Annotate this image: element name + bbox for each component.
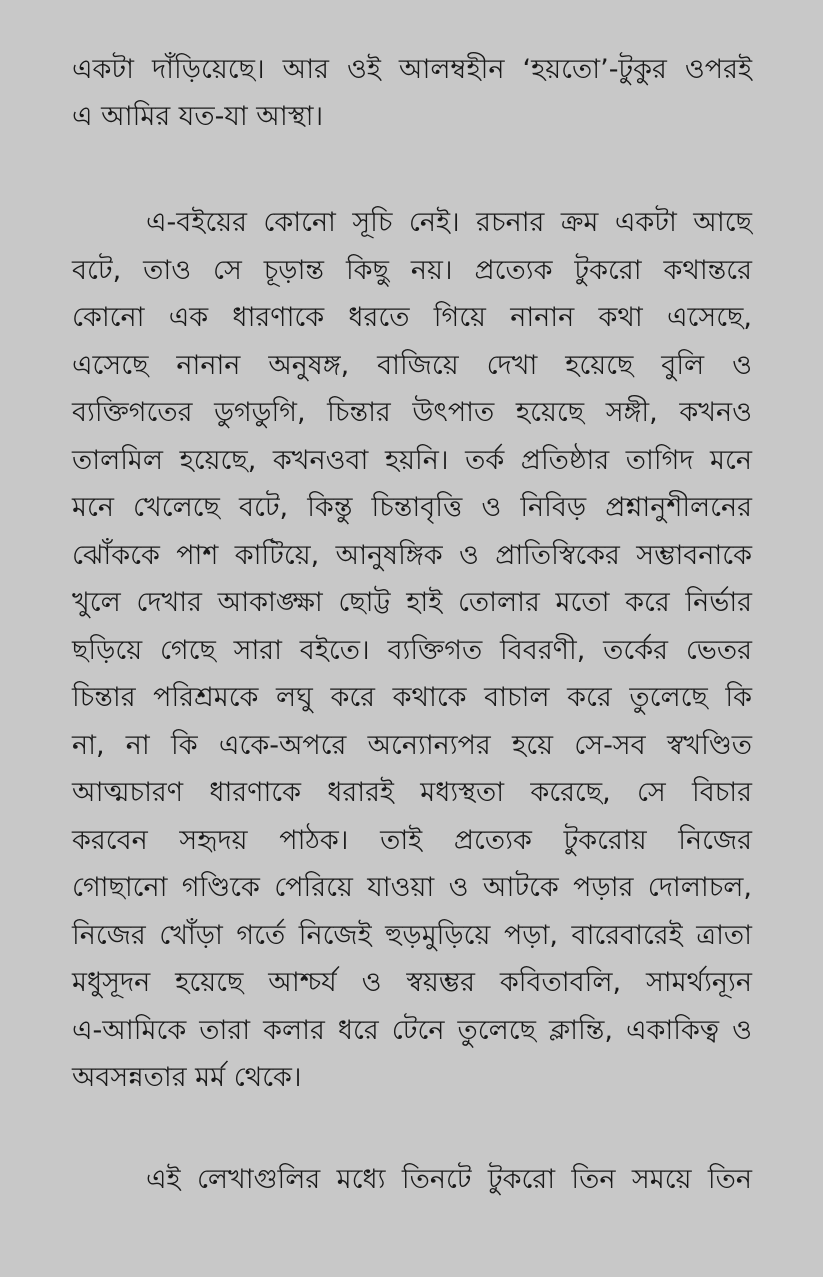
text-line: এ আমির যত-যা আস্থা। [72,101,324,132]
text-line: করবেন সহৃদয় পাঠক। তাই প্রত্যেক টুকরোয় নিজের [72,825,752,856]
text-line: ছড়িয়ে গেছে সারা বইতে। ব্যক্তিগত বিবরণী, তর্কের ভেতর [72,635,752,666]
text-line: মনে খেলেছে বটে, কিন্তু চিন্তাবৃত্তি ও নিবিড় প্রশ্নানুশীলনের [72,492,752,523]
text-line: এই লেখাগুলির মধ্যে তিনটে টুকরো তিন সময়ে তিন [146,1164,752,1195]
text-line: না, না কি একে-অপরে অন্যোন্যপর হয়ে সে-সব স্বখণ্ডিত [72,730,752,761]
text-line: এ-আমিকে তারা কলার ধরে টেনে তুলেছে ক্লান্তি, একাকিত্ব ও [72,1015,752,1046]
text-line: খুলে দেখার আকাঙ্ক্ষা ছোট্ট হাই তোলার মতো করে নির্ভার [72,587,752,618]
text-line: তালমিল হয়েছে, কখনওবা হয়নি। তর্ক প্রতিষ্ঠার তাগিদ মনে [72,445,752,476]
text-line: ঝোঁককে পাশ কাটিয়ে, আনুষঙ্গিক ও প্রাতিস্বিকের সম্ভাবনাকে [72,540,752,571]
text-line: এসেছে নানান অনুষঙ্গ, বাজিয়ে দেখা হয়েছে বুলি ও [72,350,752,381]
text-line: একটা দাঁড়িয়েছে। আর ওই আলম্বহীন ‘হয়তো’-টুকুর ওপরই [72,54,752,85]
text-line: ব্যক্তিগতের ডুগডুগি, চিন্তার উৎপাত হয়েছে সঙ্গী, কখনও [72,397,752,428]
text-line: বটে, তাও সে চূড়ান্ত কিছু নয়। প্রত্যেক টুকরো কথান্তরে [72,255,752,286]
text-line: অবসন্নতার মর্ম থেকে। [72,1062,302,1093]
text-line: কোনো এক ধারণাকে ধরতে গিয়ে নানান কথা এসেছে, [72,302,752,333]
text-line: গোছানো গণ্ডিকে পেরিয়ে যাওয়া ও আটকে পড়ার দোলাচল, [72,872,752,903]
text-line: আত্মচারণ ধারণাকে ধরারই মধ্যস্থতা করেছে, সে বিচার [72,777,752,808]
text-line: মধুসূদন হয়েছে আশ্চর্য ও স্বয়ম্ভর কবিতাবলি, সামর্থ্যন্যূন [72,967,752,998]
text-line: এ-বইয়ের কোনো সূচি নেই। রচনার ক্রম একটা আছে [146,207,752,238]
text-line: নিজের খোঁড়া গর্তে নিজেই হুড়মুড়িয়ে পড়া, বারেবারেই ত্রাতা [72,920,752,951]
text-line: চিন্তার পরিশ্রমকে লঘু করে কথাকে বাচাল করে তুলেছে কি [72,682,752,713]
